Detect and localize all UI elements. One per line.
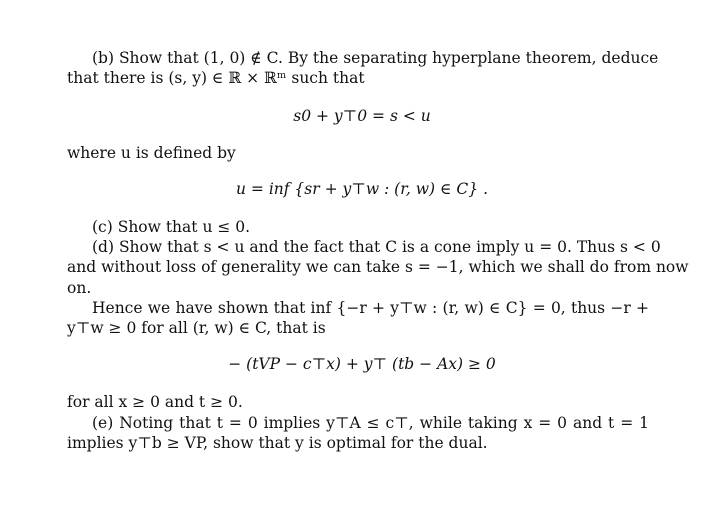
part-b-line-1: (b) Show that (1, 0) ∉ C. By the separating hyperplane theorem, deduce xyxy=(92,49,659,67)
part-c-line-1: (c) Show that u ≤ 0. xyxy=(92,218,251,236)
part-d-line-3: on. xyxy=(67,279,92,297)
part-e-line-2: implies y⊤b ≥ VP, show that y is optimal for the dual. xyxy=(67,434,488,452)
equation-inequality: − (tVP − c⊤x) + y⊤ (tb − Ax) ≥ 0 xyxy=(228,355,496,373)
hence-line-3: for all x ≥ 0 and t ≥ 0. xyxy=(67,393,243,411)
part-d-line-1: (d) Show that s < u and the fact that C is a cone imply u = 0. Thus s < 0 xyxy=(92,238,661,256)
hence-line-2: y⊤w ≥ 0 for all (r, w) ∈ C, that is xyxy=(67,319,326,337)
part-d-line-2: and without loss of generality we can take s = −1, which we shall do from now xyxy=(67,258,689,276)
equation-u-definition: u = inf {sr + y⊤w : (r, w) ∈ C} . xyxy=(236,180,488,198)
part-b-line-2: that there is (s, y) ∈ ℝ × ℝᵐ such that xyxy=(67,69,365,87)
where-u-defined-text: where u is defined by xyxy=(67,144,236,162)
part-e-line-1: (e) Noting that t = 0 implies y⊤A ≤ c⊤, while taking x = 0 and t = 1 xyxy=(92,414,649,432)
hence-line-1: Hence we have shown that inf {−r + y⊤w : (r, w) ∈ C} = 0, thus −r + xyxy=(92,299,649,317)
equation-s-less-u: s0 + y⊤0 = s < u xyxy=(293,107,431,125)
